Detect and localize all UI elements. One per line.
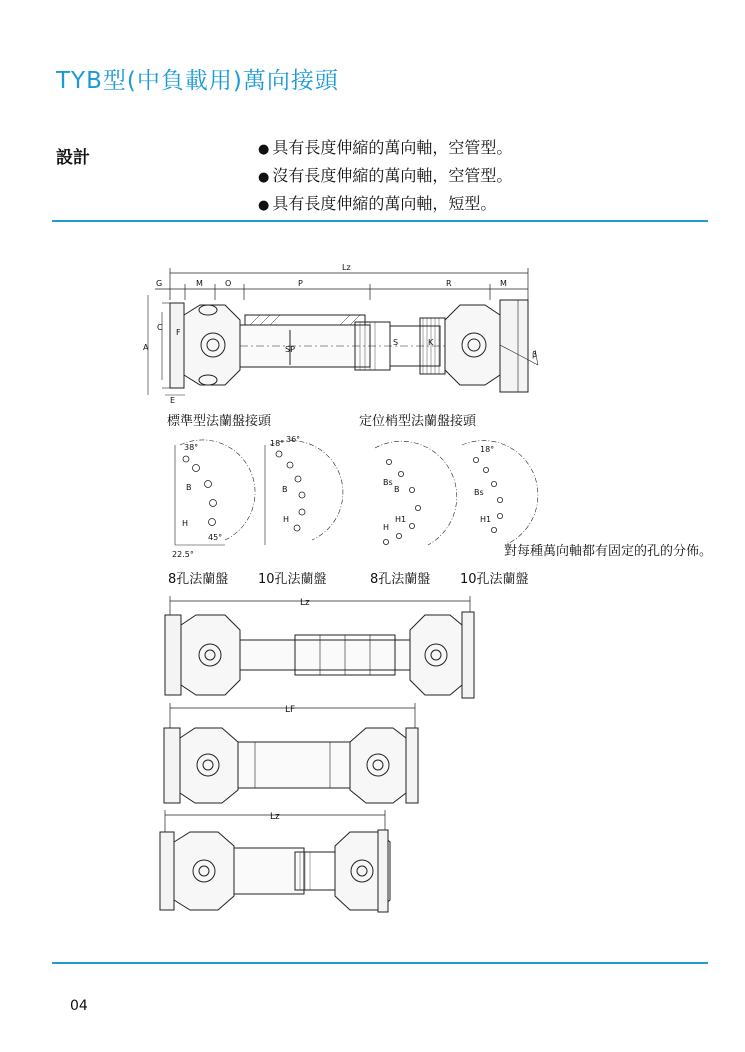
design-section-label: 設計	[56, 148, 90, 168]
angle-label-18: 18°	[270, 439, 285, 448]
dim-label-beta: β	[532, 350, 538, 359]
dim-label-b-10: B	[282, 485, 288, 494]
dim-label-b-loc: B	[394, 485, 400, 494]
dim-label-lz-2: Lz	[300, 598, 310, 608]
dim-label-p: P	[298, 279, 303, 288]
dim-label-h-10: H	[283, 515, 290, 524]
angle-label-22-5: 22.5°	[172, 550, 194, 559]
angle-label-18-loc: 18°	[480, 445, 495, 454]
dim-label-h1-10: H1	[480, 515, 492, 524]
dim-label-r: R	[446, 279, 452, 288]
dim-label-o: O	[225, 279, 232, 288]
page-number: 04	[70, 998, 88, 1014]
dim-label-k: K	[428, 338, 434, 347]
dim-label-bs-10: Bs	[474, 488, 484, 497]
dim-label-a: A	[143, 343, 149, 352]
dim-label-bs: Bs	[383, 478, 393, 487]
caption-locating-flange: 定位梢型法蘭盤接頭	[359, 414, 477, 429]
dim-label-h1: H1	[395, 515, 407, 524]
design-bullet: ● 沒有長度伸縮的萬向軸，空管型。	[258, 163, 512, 191]
design-bullet: ● 具有長度伸縮的萬向軸，空管型。	[258, 135, 512, 163]
dim-label-s: S	[393, 338, 399, 347]
flange-pattern-10hole-standard	[265, 435, 343, 545]
caption-8-hole-a: 8孔法蘭盤	[168, 572, 229, 587]
caption-8-hole-b: 8孔法蘭盤	[370, 572, 431, 587]
angle-label-38: 38°	[184, 443, 199, 452]
design-bullet: ● 具有長度伸縮的萬向軸，短型。	[258, 191, 512, 219]
dim-label-m: M	[196, 279, 203, 288]
shaft-drawing-short	[160, 810, 390, 912]
dim-label-m-right: M	[500, 279, 507, 288]
page-title: TYB型(中負載用)萬向接頭	[56, 68, 339, 94]
dim-label-lf: LF	[285, 705, 296, 715]
flange-pattern-8hole-locating	[375, 441, 457, 545]
caption-hole-note: 對每種萬向軸都有固定的孔的分佈。	[504, 544, 713, 559]
angle-label-36: 36°	[286, 435, 301, 444]
main-shaft-drawing	[143, 263, 538, 405]
caption-standard-flange: 標準型法蘭盤接頭	[167, 414, 272, 429]
dim-label-lz: Lz	[342, 263, 351, 272]
dim-label-h: H	[182, 519, 189, 528]
dim-label-c: C	[157, 323, 163, 332]
shaft-drawing-fixed	[164, 703, 418, 803]
caption-10-hole-b: 10孔法蘭盤	[460, 572, 529, 587]
dim-label-sp: SP	[285, 345, 295, 354]
dim-label-f: F	[176, 328, 181, 337]
dim-label-e: E	[170, 396, 176, 405]
dim-label-b: B	[186, 483, 192, 492]
shaft-drawing-telescopic	[165, 596, 474, 698]
dim-label-g: G	[156, 279, 163, 288]
caption-10-hole-a: 10孔法蘭盤	[258, 572, 327, 587]
angle-label-45: 45°	[208, 533, 223, 542]
flange-pattern-10hole-locating	[462, 441, 538, 545]
dim-label-h-loc: H	[383, 523, 390, 532]
dim-label-lz-3: Lz	[270, 812, 280, 822]
flange-pattern-8hole-standard	[172, 440, 255, 559]
